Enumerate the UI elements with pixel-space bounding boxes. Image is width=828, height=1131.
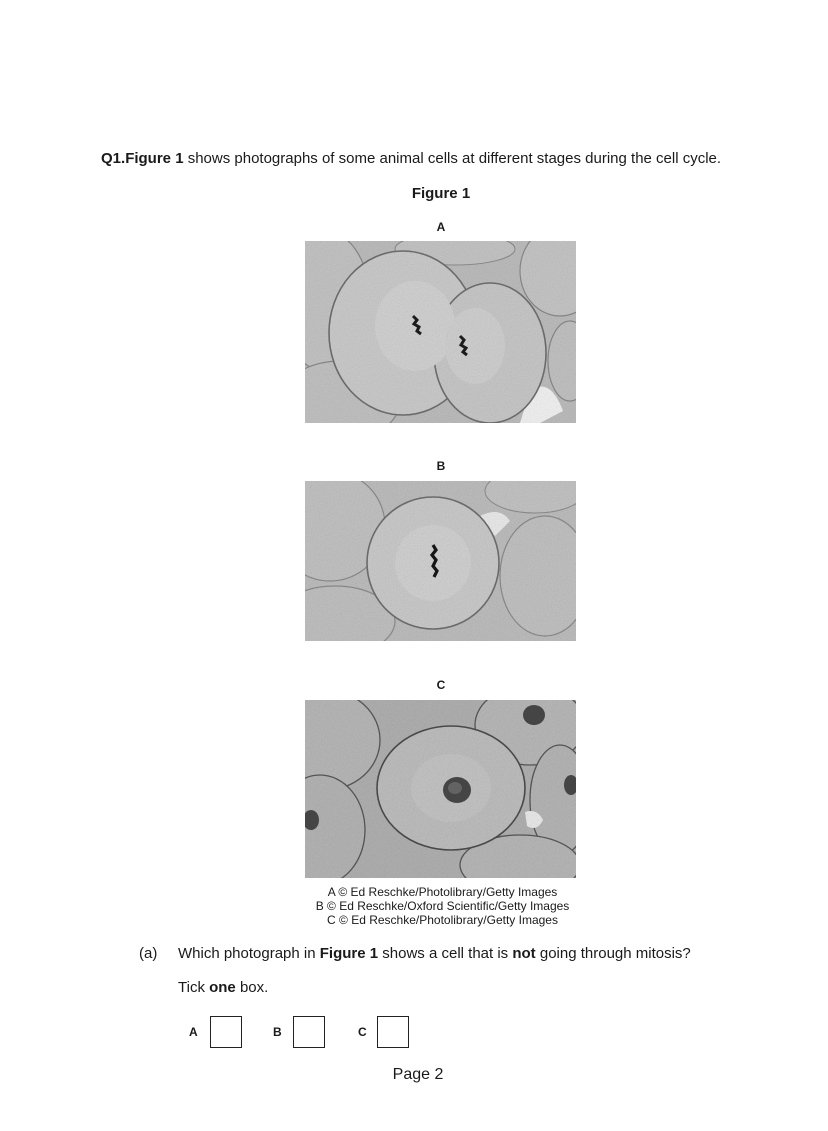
part-a-text-1: Which photograph in	[178, 945, 320, 962]
panel-label-c: C	[436, 678, 446, 692]
credit-line-a: A © Ed Reschke/Photolibrary/Getty Images	[327, 885, 558, 899]
photo-c	[305, 700, 576, 878]
answer-box-c[interactable]	[377, 1016, 409, 1048]
figure-title: Figure 1	[411, 185, 471, 202]
tick-instruction	[178, 979, 268, 996]
panel-label-b: B	[436, 459, 446, 473]
tick-text-1: Tick	[178, 979, 210, 996]
page-number: Page 2	[392, 1066, 444, 1083]
tick-one: one	[209, 979, 236, 996]
photo-b	[305, 481, 576, 641]
credit-line-c: C © Ed Reschke/Photolibrary/Getty Images	[327, 913, 558, 927]
panel-label-a: A	[436, 220, 446, 234]
figure-reference: Figure 1	[125, 150, 184, 167]
part-a-question	[178, 945, 691, 962]
photo-credits	[0, 885, 828, 927]
photo-a	[305, 241, 576, 423]
part-a-text-3: going through mitosis?	[535, 945, 691, 962]
question-number: Q1.	[101, 150, 126, 167]
credit-line-b: B © Ed Reschke/Oxford Scientific/Getty Images	[315, 899, 570, 913]
answer-box-b[interactable]	[293, 1016, 325, 1048]
question-stem	[101, 150, 721, 167]
part-a-not: not	[512, 945, 536, 962]
option-label-b: B	[273, 1025, 282, 1039]
tick-text-2: box.	[235, 979, 269, 996]
option-label-a: A	[189, 1025, 198, 1039]
part-a-figure-ref: Figure 1	[319, 945, 379, 962]
part-a-label: (a)	[139, 945, 158, 962]
question-text: shows photographs of some animal cells at different stages during the cell cycle.	[183, 150, 722, 167]
option-label-c: C	[358, 1025, 367, 1039]
answer-box-a[interactable]	[210, 1016, 242, 1048]
part-a-text-2: shows a cell that is	[378, 945, 513, 962]
